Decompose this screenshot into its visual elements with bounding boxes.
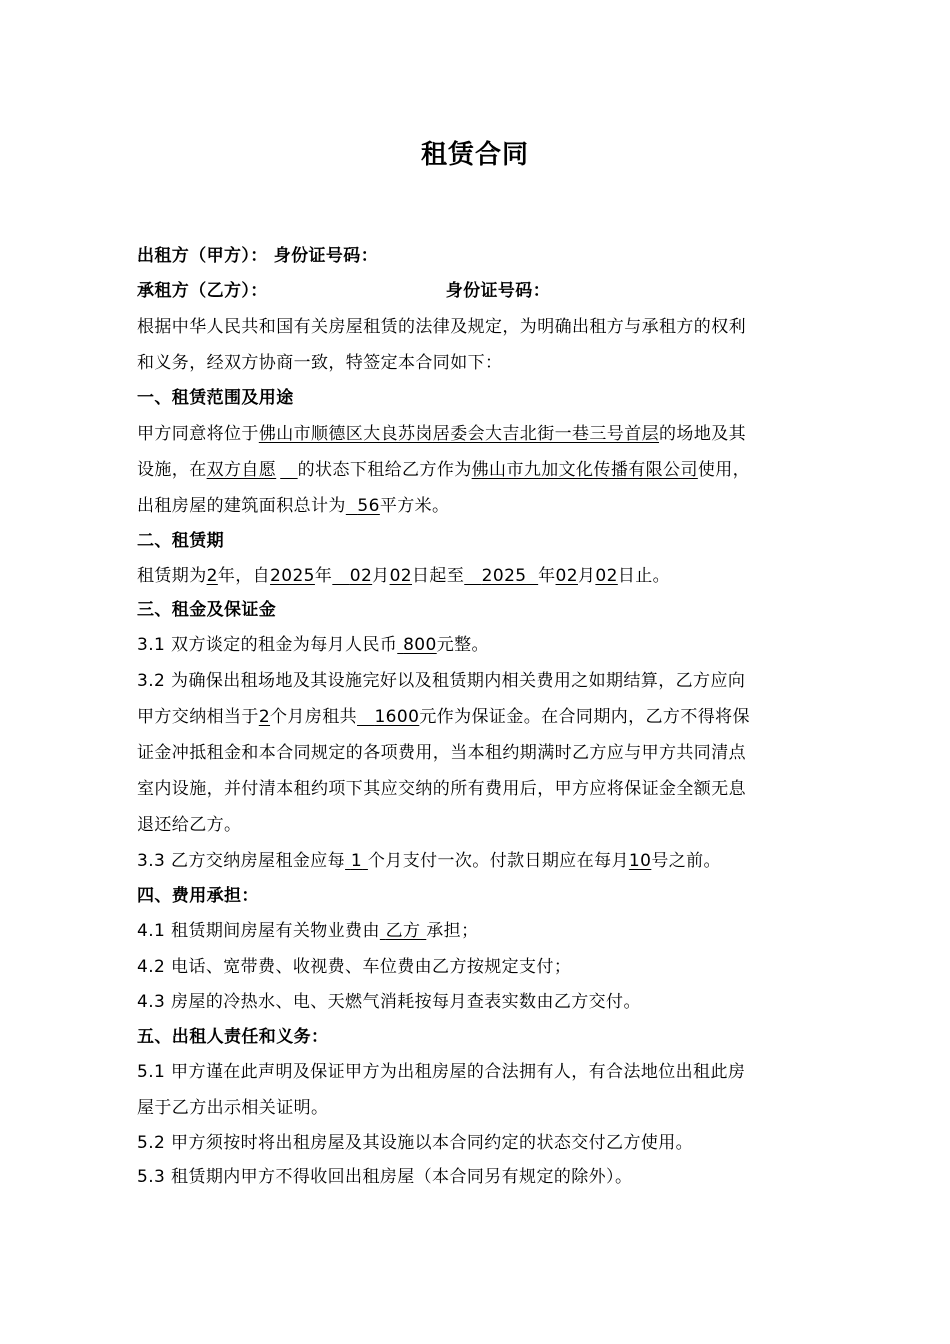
end-month: 02 <box>555 566 578 586</box>
lease-years: 2 <box>206 566 218 586</box>
end-year-blank <box>464 566 481 586</box>
clause-4-2: 4.2 电话、宽带费、收视费、车位费由乙方按规定支付； <box>137 957 572 977</box>
clause-5-1-line-1: 5.1 甲方谨在此声明及保证甲方为出租房屋的合法拥有人，有合法地位出租此房 <box>137 1062 746 1082</box>
floor-area: 56 <box>357 496 380 516</box>
lessor-line <box>137 244 378 268</box>
section-3-heading: 三、租金及保证金 <box>137 600 277 620</box>
text-segment: 年，自 <box>217 566 271 586</box>
text-segment: 年 <box>538 566 556 586</box>
end-year: 2025 <box>481 566 527 586</box>
clause-3-2-line-1: 3.2 为确保出租场地及其设施完好以及租赁期内相关费用之如期结算，乙方应向 <box>137 671 746 691</box>
clause-3-2-line-3: 证金冲抵租金和本合同规定的各项费用，当本租约期满时乙方应与甲方共同清点 <box>137 743 746 763</box>
text-segment: 设施，在 <box>137 460 207 480</box>
lessee-company: 佛山市九加文化传播有限公司 <box>471 460 698 480</box>
text-segment: 3.3 乙方交纳房屋租金应每 <box>137 851 346 871</box>
payment-cycle-months: 1 <box>350 851 363 871</box>
property-fee-party: 乙方 <box>385 921 421 941</box>
lease-basis-blank <box>280 460 297 480</box>
clause-3-1 <box>137 633 489 657</box>
text-segment: 甲方交纳相当于 <box>137 707 259 727</box>
end-day: 02 <box>595 566 618 586</box>
deposit-blank <box>357 707 374 727</box>
document-title: 租赁合同 <box>420 140 529 170</box>
text-segment: 日起至 <box>412 566 465 586</box>
clause-5-3: 5.3 租赁期内甲方不得收回出租房屋（本合同另有规定的除外）。 <box>137 1167 633 1187</box>
section-5-heading: 五、出租人责任和义务： <box>137 1027 329 1047</box>
section-1-line-3 <box>137 494 449 518</box>
text-segment: 年 <box>314 566 333 586</box>
clause-4-1 <box>137 919 478 943</box>
text-segment: 的状态下租给乙方作为 <box>297 460 472 480</box>
clause-5-1-line-2: 屋于乙方出示相关证明。 <box>137 1098 329 1118</box>
section-1-line-2 <box>137 458 750 482</box>
floor-area-blank <box>346 496 358 516</box>
section-2-heading: 二、租赁期 <box>137 531 224 551</box>
clause-3-2-line-4: 室内设施，并付清本租约项下其应交纳的所有费用后，甲方应将保证金全额无息 <box>137 779 746 799</box>
intro-line-1: 根据中华人民共和国有关房屋租赁的法律及规定，为明确出租方与承租方的权利 <box>137 317 746 337</box>
payment-day: 10 <box>628 851 652 871</box>
lessee-id-label: 身份证号码： <box>445 281 551 301</box>
intro-line-2: 和义务，经双方协商一致，特签定本合同如下： <box>137 353 503 373</box>
lessor-label: 出租方（甲方）： <box>137 246 268 266</box>
text-segment: 元作为保证金。在合同期内，乙方不得将保 <box>419 707 750 727</box>
text-segment: 承担； <box>426 921 479 941</box>
text-segment: 出租房屋的建筑面积总计为 <box>137 496 346 516</box>
property-address: 佛山市顺德区大良苏岗居委会大吉北街一巷三号首层 <box>258 424 660 444</box>
text-segment: 个月支付一次。付款日期应在每月 <box>367 851 629 871</box>
text-segment: 月 <box>372 566 390 586</box>
clause-4-3: 4.3 房屋的冷热水、电、天燃气消耗按每月查表实数由乙方交付。 <box>137 992 641 1012</box>
text-segment: 个月房租共 <box>270 707 358 727</box>
text-segment: 月 <box>577 566 596 586</box>
section-1-line-1 <box>137 422 746 446</box>
start-year: 2025 <box>270 566 315 586</box>
deposit-amount: 1600 <box>374 707 420 727</box>
text-segment: 的场地及其 <box>659 424 747 444</box>
end-year-blank-after <box>527 566 539 586</box>
section-1-heading: 一、租赁范围及用途 <box>137 388 294 408</box>
clause-5-2: 5.2 甲方须按时将出租房屋及其设施以本合同约定的状态交付乙方使用。 <box>137 1133 694 1153</box>
text-segment: 日止。 <box>617 566 671 586</box>
clause-3-2-line-5: 退还给乙方。 <box>137 815 242 835</box>
section-4-heading: 四、费用承担： <box>137 886 259 906</box>
clause-3-2-line-2 <box>137 705 750 729</box>
text-segment: 3.1 双方谈定的租金为每月人民币 <box>137 635 398 655</box>
clause-3-3 <box>137 849 721 873</box>
deposit-months: 2 <box>258 707 271 727</box>
text-segment: 平方米。 <box>379 496 450 516</box>
text-segment: 元整。 <box>436 635 489 655</box>
text-segment: 使用， <box>697 460 751 480</box>
text-segment: 甲方同意将位于 <box>137 424 259 444</box>
text-segment: 租赁期为 <box>137 566 207 586</box>
lessor-id-label: 身份证号码： <box>273 246 379 266</box>
lessee-line <box>137 279 550 303</box>
text-segment: 4.1 租赁期间房屋有关物业费由 <box>137 921 380 941</box>
start-month: 02 <box>349 566 373 586</box>
section-2-line-1 <box>137 564 670 588</box>
lease-basis: 双方自愿 <box>206 460 277 480</box>
text-segment: 号之前。 <box>651 851 721 871</box>
start-month-blank <box>332 566 349 586</box>
monthly-rent: 800 <box>403 635 437 655</box>
lessee-label: 承租方（乙方）： <box>137 281 268 301</box>
start-day: 02 <box>389 566 413 586</box>
